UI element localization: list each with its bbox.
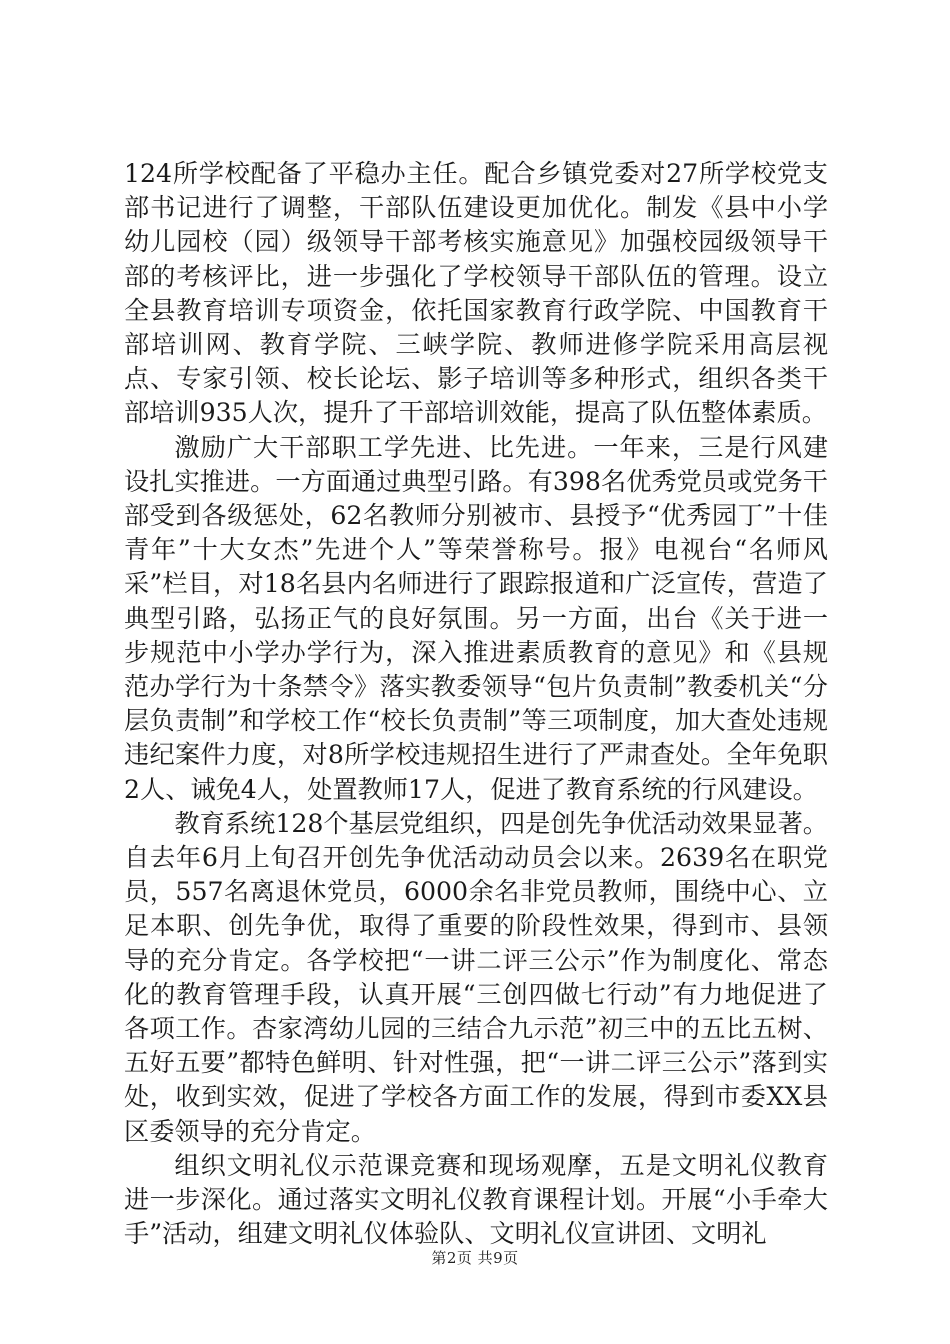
paragraph-4: 组织文明礼仪示范课竞赛和现场观摩，五是文明礼仪教育进一步深化。通过落实文明礼仪教育课程计划。开展“小手牵大手”活动，组建文明礼仪体验队、文明礼仪宣讲团、文明礼 [124,1150,828,1249]
paragraph-2: 激励广大干部职工学先进、比先进。一年来，三是行风建设扎实推进。一方面通过典型引路。有398名优秀党员或党务干部受到各级惩处，62名教师分别被市、县授予“优秀园丁”十佳青年”十大女杰”先进个人”等荣誉称号。报》电视台“名师风采”栏目，对18名县内名师进行了跟踪报道和广泛宣传，营造了典型引路，弘扬正气的良好氛围。另一方面，出台《关于进一步规范中小学办学行为，深入推进素质教育的意见》和《县规范办学行为十条禁令》落实教委领导“包片负责制”教委机关“分层负责制”和学校工作“校长负责制”等三项制度，加大查处违规违纪案件力度，对8所学校违规招生进行了严肃查处。全年免职2人、诫免4人，处置教师17人，促进了教育系统的行风建设。 [124,432,828,804]
document-body [124,157,828,1252]
paragraph-1: 124所学校配备了平稳办主任。配合乡镇党委对27所学校党支部书记进行了调整，干部队伍建设更加优化。制发《县中小学幼儿园校（园）级领导干部考核实施意见》加强校园级领导干部的考核评比，进一步强化了学校领导干部队伍的管理。设立全县教育培训专项资金，依托国家教育行政学院、中国教育干部培训网、教育学院、三峡学院、教师进修学院采用高层视点、专家引领、校长论坛、影子培训等多种形式，组织各类干部培训935人次，提升了干部培训效能，提高了队伍整体素质。 [124,159,828,428]
paragraph-3: 教育系统128个基层党组织，四是创先争优活动效果显著。自去年6月上旬召开创先争优活动动员会以来。2639名在职党员，557名离退休党员，6000余名非党员教师，围绕中心、立足本职、创先争优，取得了重要的阶段性效果，得到市、县领导的充分肯定。各学校把“一讲二评三公示”作为制度化、常态化的教育管理手段，认真开展“三创四做七行动”有力地促进了各项工作。杏家湾幼儿园的三结合九示范”初三中的五比五树、五好五要”都特色鲜明、针对性强，把“一讲二评三公示”落到实处，收到实效，促进了学校各方面工作的发展，得到市委XX县区委领导的充分肯定。 [124,808,828,1146]
page-footer: 第2页 共9页 [431,1249,519,1267]
